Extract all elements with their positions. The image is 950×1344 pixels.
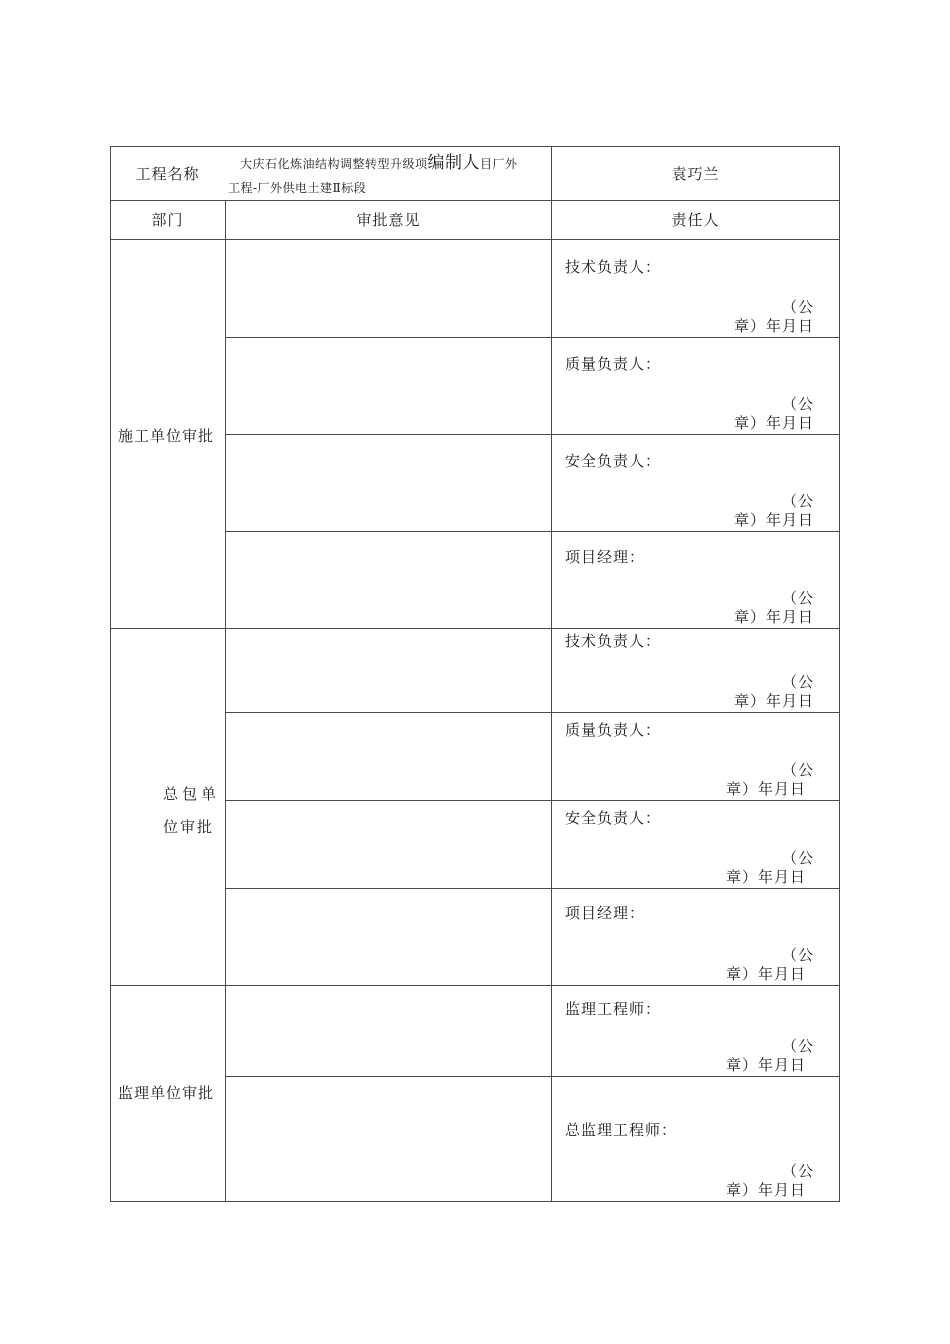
seal-open: （公	[782, 589, 815, 607]
approval-form	[110, 146, 840, 1202]
column-header-dept: 部门	[151, 211, 184, 229]
border-top	[110, 146, 840, 147]
border-bottom	[110, 1201, 840, 1202]
seal-open: （公	[782, 1162, 815, 1180]
seal-date: 章）年月日	[734, 608, 815, 626]
seal-open: （公	[782, 849, 815, 867]
role-label: 监理工程师：	[565, 1000, 662, 1018]
project-name-part2: 目厂外	[480, 157, 518, 171]
seal-date: 章）年月日	[726, 780, 807, 798]
seal-date: 章）年月日	[726, 868, 807, 886]
border-left	[110, 146, 111, 1202]
dept-supervision: 监理单位审批	[118, 1084, 215, 1102]
seal-open: （公	[782, 1037, 815, 1055]
seal-date: 章）年月日	[726, 1181, 807, 1199]
seal-open: （公	[782, 761, 815, 779]
role-label: 技术负责人：	[565, 258, 662, 276]
opinion-cell[interactable]	[226, 801, 551, 888]
opinion-cell[interactable]	[226, 889, 551, 985]
opinion-cell[interactable]	[226, 532, 551, 628]
dept-general-contractor-line1: 总包单	[163, 785, 221, 803]
role-label: 质量负责人：	[565, 721, 662, 739]
role-label: 技术负责人：	[565, 632, 662, 650]
seal-date: 章）年月日	[734, 414, 815, 432]
seal-date: 章）年月日	[726, 1056, 807, 1074]
dept-general-contractor-line2: 位审批	[163, 818, 215, 836]
project-name-line1	[240, 153, 518, 173]
divider-opinion	[551, 146, 552, 1202]
opinion-cell[interactable]	[226, 240, 551, 337]
role-label: 安全负责人：	[565, 452, 662, 470]
border-right	[839, 146, 840, 1202]
role-label: 安全负责人：	[565, 809, 662, 827]
editor-label: 编制人	[427, 153, 481, 173]
opinion-cell[interactable]	[226, 435, 551, 531]
seal-date: 章）年月日	[734, 692, 815, 710]
role-label: 项目经理：	[565, 548, 646, 566]
project-label: 工程名称	[135, 165, 200, 183]
column-header-opinion: 审批意见	[356, 211, 421, 229]
column-header-responsible: 责任人	[671, 211, 720, 229]
seal-date: 章）年月日	[734, 317, 815, 335]
opinion-cell[interactable]	[226, 713, 551, 800]
role-label: 质量负责人：	[565, 355, 662, 373]
opinion-cell[interactable]	[226, 629, 551, 712]
seal-open: （公	[782, 673, 815, 691]
opinion-cell[interactable]	[226, 338, 551, 434]
opinion-cell[interactable]	[226, 986, 551, 1076]
seal-open: （公	[782, 298, 815, 316]
seal-open: （公	[782, 395, 815, 413]
opinion-cell[interactable]	[226, 1077, 551, 1201]
project-name-line2: 工程-厂外供电土建Ⅱ标段	[228, 181, 367, 195]
row-line	[110, 200, 840, 201]
dept-construction: 施工单位审批	[118, 427, 215, 445]
seal-open: （公	[782, 492, 815, 510]
editor-name: 袁巧兰	[671, 165, 720, 183]
seal-date: 章）年月日	[726, 965, 807, 983]
role-label: 总监理工程师：	[565, 1121, 678, 1139]
seal-date: 章）年月日	[734, 511, 815, 529]
project-name-part1: 大庆石化炼油结构调整转型升级项	[240, 157, 428, 171]
seal-open: （公	[782, 946, 815, 964]
role-label: 项目经理：	[565, 904, 646, 922]
